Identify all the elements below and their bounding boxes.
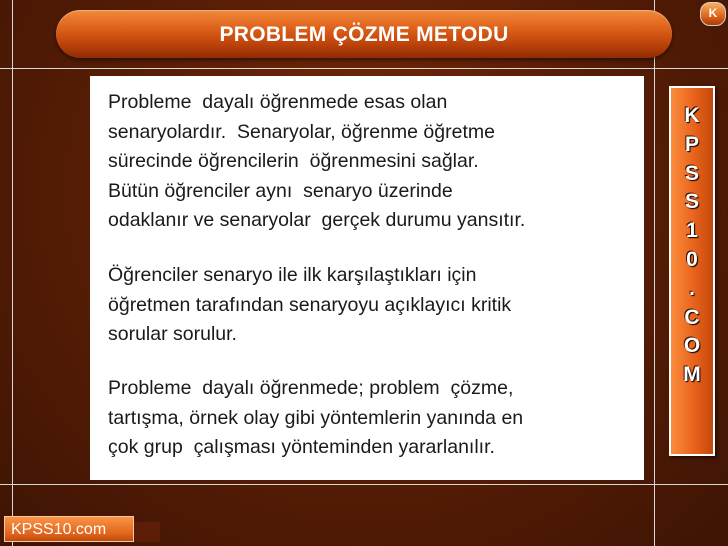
frame-line-bottom [0, 484, 728, 485]
side-letter: M [683, 363, 701, 387]
footer-site-label[interactable]: KPSS10.com [4, 516, 134, 542]
side-letter: C [684, 305, 700, 329]
side-letter: 0 [686, 247, 698, 271]
side-letter: 1 [686, 219, 698, 243]
title-bar [56, 10, 672, 58]
content-panel [90, 76, 644, 480]
side-letter: K [684, 104, 700, 127]
frame-line-left [12, 0, 13, 546]
side-letter: S [684, 161, 699, 185]
side-letter: P [684, 132, 699, 156]
frame-line-top [0, 68, 728, 69]
side-brand-badge [669, 86, 715, 456]
side-letter: . [689, 276, 695, 300]
paragraph-2: Öğrenciler senaryo ile ilk karşılaştıkları için öğretmen tarafından senaryoyu açıklayıcı kritik sorular sorulur. [108, 264, 512, 345]
slide-title: PROBLEM ÇÖZME METODU [219, 23, 509, 46]
frame-line-right [654, 0, 655, 546]
side-letter: O [683, 334, 701, 358]
corner-badge: K [700, 2, 726, 26]
paragraph-3: Probleme dayalı öğrenmede; problem çözme, tartışma, örnek olay gibi yöntemlerin yanında en çok grup çalışması yönteminden yararlanılır. [108, 377, 524, 458]
paragraph-1: Probleme dayalı öğrenmede esas olan senaryolardır. Senaryolar, öğrenme öğretme sürecinde öğrencilerin öğrenmesini sağlar. Bütün öğrenciler aynı senaryo üzerinde odaklanır ve senaryolar gerçek durumu yansıtır. [108, 91, 526, 231]
side-letter: S [684, 190, 699, 214]
